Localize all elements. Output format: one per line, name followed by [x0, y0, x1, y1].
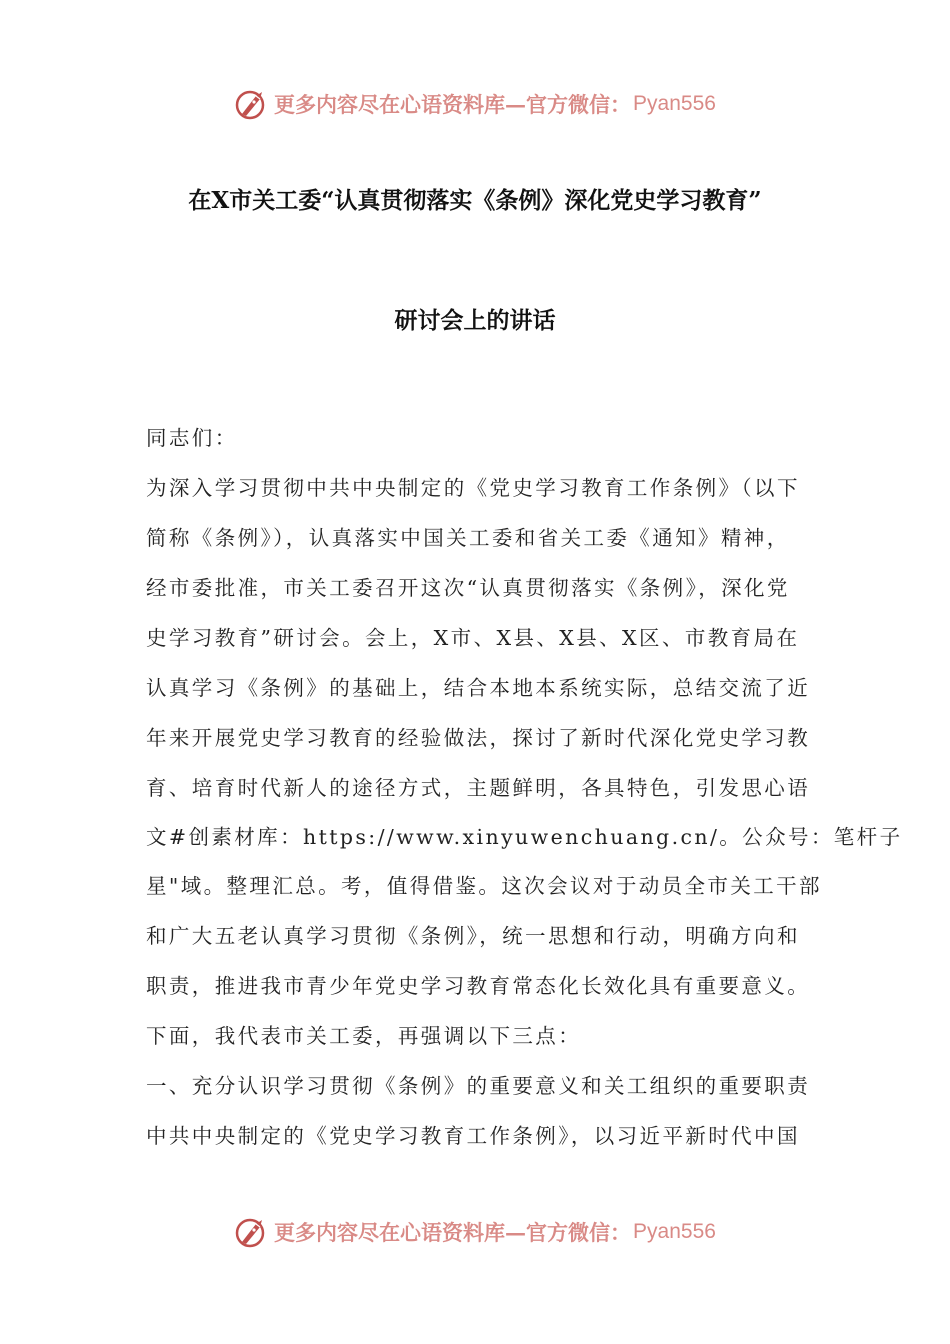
pen-nib-logo-icon: [234, 86, 270, 122]
paragraph-line: 认真学习《条例》的基础上，结合本地本系统实际，总结交流了近: [146, 676, 811, 700]
footer-watermark-banner: [0, 1208, 950, 1256]
paragraph-line: 经市委批准，市关工委召开这次“认真贯彻落实《条例》，深化党: [146, 576, 790, 600]
paragraph-line: 中共中央制定的《党史学习教育工作条例》，以习近平新时代中国: [146, 1124, 800, 1148]
paragraph-line: 职责，推进我市青少年党史学习教育常态化长效化具有重要意义。: [146, 974, 811, 998]
banner-text: 更多内容尽在心语资料库—官方微信：: [274, 92, 632, 117]
paragraph-line: 育、培育时代新人的途径方式，主题鲜明，各具特色，引发思心语: [146, 776, 811, 800]
paragraph-line: 为深入学习贯彻中共中央制定的《党史学习教育工作条例》（以下: [146, 476, 800, 500]
section-heading: 一、充分认识学习贯彻《条例》的重要意义和关工组织的重要职责: [146, 1074, 811, 1098]
paragraph-line: 文#创素材库：https://www.xinyuwenchuang.cn/。公众号：笔杆子: [146, 825, 903, 849]
paragraph-line: 年来开展党史学习教育的经验做法，探讨了新时代深化党史学习教: [146, 726, 811, 750]
banner-text: 更多内容尽在心语资料库—官方微信：: [274, 1220, 632, 1245]
document-title-line-1: 在X市关工委“认真贯彻落实《条例》深化党史学习教育”: [188, 187, 762, 214]
pen-nib-logo-icon: [234, 1214, 270, 1250]
paragraph-line: 星"域。整理汇总。考，值得借鉴。这次会议对于动员全市关工干部: [146, 874, 822, 898]
paragraph-line: 史学习教育”研讨会。会上，X市、X县、X县、X区、市教育局在: [146, 626, 800, 650]
header-watermark-banner: [0, 80, 950, 128]
paragraph-line: 和广大五老认真学习贯彻《条例》，统一思想和行动，明确方向和: [146, 924, 800, 948]
banner-wechat-id: Pyan556: [633, 92, 716, 115]
salutation: 同志们：: [146, 426, 238, 450]
banner-wechat-id: Pyan556: [633, 1220, 716, 1243]
paragraph-line: 简称《条例》），认真落实中国关工委和省关工委《通知》精神，: [146, 526, 790, 550]
paragraph-line: 下面，我代表市关工委，再强调以下三点：: [146, 1024, 582, 1048]
document-title-line-2: 研讨会上的讲话: [394, 307, 556, 334]
